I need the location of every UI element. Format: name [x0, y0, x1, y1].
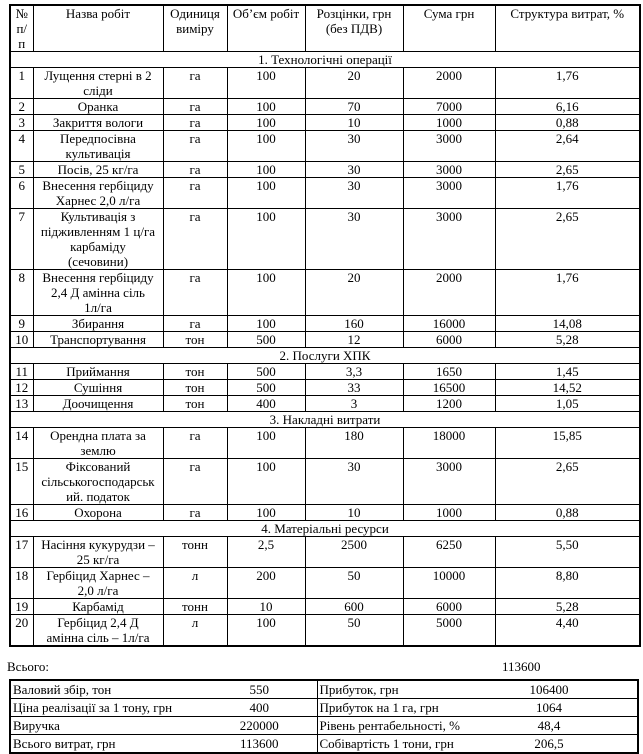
cell-share: 1,76	[495, 178, 640, 209]
cell-name: Культивація з підживленням 1 ц/га карбаміду (сечовини)	[33, 209, 163, 270]
column-header-share: Структура витрат, %	[495, 5, 640, 52]
cell-num: 2	[10, 99, 33, 115]
cell-num: 19	[10, 599, 33, 615]
cell-unit: га	[163, 115, 227, 131]
table-row	[10, 270, 640, 316]
cell-unit: л	[163, 615, 227, 647]
table-row	[10, 459, 640, 505]
summary-row	[10, 680, 638, 699]
cell-sum: 18000	[403, 428, 495, 459]
cell-name: Внесення гербіциду 2,4 Д амінна сіль 1л/га	[33, 270, 163, 316]
section-header-row	[10, 52, 640, 68]
cell-share: 5,28	[495, 599, 640, 615]
cell-unit: тонн	[163, 599, 227, 615]
cell-rate: 12	[305, 332, 403, 348]
table-row	[10, 209, 640, 270]
cell-name: Насіння кукурудзи – 25 кг/га	[33, 537, 163, 568]
section-title: 3. Накладні витрати	[10, 412, 640, 428]
table-header-row	[10, 5, 640, 52]
cell-name: Транспортування	[33, 332, 163, 348]
cell-volume: 100	[227, 316, 305, 332]
cell-volume: 400	[227, 396, 305, 412]
summary-left-value: 550	[202, 680, 317, 699]
cell-num: 20	[10, 615, 33, 647]
summary-row	[10, 699, 638, 717]
cell-share: 1,05	[495, 396, 640, 412]
totals-line	[7, 659, 643, 675]
cell-volume: 100	[227, 209, 305, 270]
cell-rate: 20	[305, 68, 403, 99]
table-row	[10, 99, 640, 115]
column-header-unit: Одиниця виміру	[163, 5, 227, 52]
column-header-rate: Розцінки, грн (без ПДВ)	[305, 5, 403, 52]
cell-rate: 50	[305, 615, 403, 647]
cell-rate: 30	[305, 459, 403, 505]
cell-unit: га	[163, 459, 227, 505]
section-title: 1. Технологічні операції	[10, 52, 640, 68]
cell-share: 6,16	[495, 99, 640, 115]
cell-sum: 1000	[403, 505, 495, 521]
column-header-num: № п/п	[10, 5, 33, 52]
cell-unit: тон	[163, 364, 227, 380]
cell-volume: 100	[227, 505, 305, 521]
cell-sum: 1650	[403, 364, 495, 380]
cell-volume: 100	[227, 428, 305, 459]
cell-sum: 1200	[403, 396, 495, 412]
cost-table-body	[10, 52, 640, 647]
cell-num: 4	[10, 131, 33, 162]
cell-sum: 3000	[403, 131, 495, 162]
cell-rate: 50	[305, 568, 403, 599]
cell-sum: 16000	[403, 316, 495, 332]
cell-share: 14,52	[495, 380, 640, 396]
summary-left-label: Всього витрат, грн	[10, 735, 202, 754]
cell-name: Передпосівна культивація	[33, 131, 163, 162]
cell-num: 9	[10, 316, 33, 332]
cell-rate: 20	[305, 270, 403, 316]
summary-right-value: 48,4	[461, 717, 638, 735]
cell-rate: 30	[305, 209, 403, 270]
cell-volume: 100	[227, 459, 305, 505]
cell-unit: га	[163, 428, 227, 459]
totals-label: Всього:	[7, 659, 49, 674]
cell-unit: га	[163, 316, 227, 332]
summary-right-value: 206,5	[461, 735, 638, 754]
cell-sum: 6250	[403, 537, 495, 568]
cell-volume: 100	[227, 178, 305, 209]
cell-name: Збирання	[33, 316, 163, 332]
table-header	[10, 5, 640, 52]
cell-rate: 30	[305, 131, 403, 162]
cell-sum: 1000	[403, 115, 495, 131]
cell-rate: 10	[305, 115, 403, 131]
cell-sum: 6000	[403, 332, 495, 348]
cell-volume: 100	[227, 270, 305, 316]
table-row	[10, 428, 640, 459]
cell-unit: га	[163, 162, 227, 178]
cell-unit: га	[163, 178, 227, 209]
cell-share: 5,28	[495, 332, 640, 348]
cell-volume: 500	[227, 364, 305, 380]
cell-num: 18	[10, 568, 33, 599]
cell-num: 15	[10, 459, 33, 505]
cell-rate: 2500	[305, 537, 403, 568]
cell-num: 10	[10, 332, 33, 348]
table-row	[10, 131, 640, 162]
summary-table	[9, 679, 639, 754]
cell-unit: тон	[163, 396, 227, 412]
cell-num: 16	[10, 505, 33, 521]
cell-name: Охорона	[33, 505, 163, 521]
cell-unit: га	[163, 209, 227, 270]
section-title: 2. Послуги ХПК	[10, 348, 640, 364]
cell-sum: 5000	[403, 615, 495, 647]
cell-unit: га	[163, 131, 227, 162]
cell-volume: 100	[227, 131, 305, 162]
summary-left-value: 113600	[202, 735, 317, 754]
cell-share: 0,88	[495, 505, 640, 521]
cell-name: Лущення стерні в 2 сліди	[33, 68, 163, 99]
summary-row	[10, 717, 638, 735]
section-title: 4. Матеріальні ресурси	[10, 521, 640, 537]
summary-left-label: Валовий збір, тон	[10, 680, 202, 699]
table-row	[10, 537, 640, 568]
cell-rate: 600	[305, 599, 403, 615]
cell-name: Доочищення	[33, 396, 163, 412]
cell-sum: 16500	[403, 380, 495, 396]
cell-num: 17	[10, 537, 33, 568]
cell-num: 6	[10, 178, 33, 209]
cell-name: Орендна плата за землю	[33, 428, 163, 459]
cell-rate: 30	[305, 162, 403, 178]
summary-left-label: Виручка	[10, 717, 202, 735]
cell-share: 2,64	[495, 131, 640, 162]
summary-right-value: 106400	[461, 680, 638, 699]
column-header-sum: Сума грн	[403, 5, 495, 52]
section-header-row	[10, 348, 640, 364]
cell-name: Закриття вологи	[33, 115, 163, 131]
column-header-volume: Об’єм робіт	[227, 5, 305, 52]
cell-volume: 10	[227, 599, 305, 615]
cell-num: 14	[10, 428, 33, 459]
cell-num: 5	[10, 162, 33, 178]
cell-share: 2,65	[495, 162, 640, 178]
cell-volume: 100	[227, 615, 305, 647]
table-row	[10, 505, 640, 521]
section-header-row	[10, 412, 640, 428]
cell-name: Фіксований сільськогосподарськ ий. податок	[33, 459, 163, 505]
cell-sum: 6000	[403, 599, 495, 615]
document-page	[0, 4, 643, 751]
cell-unit: га	[163, 505, 227, 521]
table-row	[10, 162, 640, 178]
cell-rate: 30	[305, 178, 403, 209]
summary-right-value: 1064	[461, 699, 638, 717]
cell-sum: 3000	[403, 178, 495, 209]
summary-right-label: Собівартість 1 тони, грн	[317, 735, 461, 754]
cell-unit: га	[163, 68, 227, 99]
cell-num: 11	[10, 364, 33, 380]
cell-unit: тонн	[163, 537, 227, 568]
cell-share: 1,76	[495, 68, 640, 99]
cell-rate: 10	[305, 505, 403, 521]
cell-rate: 70	[305, 99, 403, 115]
summary-row	[10, 735, 638, 754]
cell-name: Карбамід	[33, 599, 163, 615]
cell-unit: га	[163, 270, 227, 316]
cell-name: Приймання	[33, 364, 163, 380]
cell-rate: 160	[305, 316, 403, 332]
cell-name: Гербіцид Харнес – 2,0 л/га	[33, 568, 163, 599]
cell-sum: 2000	[403, 270, 495, 316]
cell-num: 12	[10, 380, 33, 396]
table-row	[10, 178, 640, 209]
summary-left-label: Ціна реалізації за 1 тону, грн	[10, 699, 202, 717]
cell-unit: га	[163, 99, 227, 115]
cell-name: Оранка	[33, 99, 163, 115]
cell-rate: 3,3	[305, 364, 403, 380]
summary-right-label: Рівень рентабельності, %	[317, 717, 461, 735]
table-row	[10, 396, 640, 412]
cell-volume: 100	[227, 99, 305, 115]
cell-volume: 100	[227, 68, 305, 99]
table-row	[10, 615, 640, 647]
cell-name: Сушіння	[33, 380, 163, 396]
cell-num: 13	[10, 396, 33, 412]
cell-share: 2,65	[495, 209, 640, 270]
cell-share: 5,50	[495, 537, 640, 568]
summary-right-label: Прибуток, грн	[317, 680, 461, 699]
cell-rate: 33	[305, 380, 403, 396]
cell-share: 2,65	[495, 459, 640, 505]
summary-left-value: 220000	[202, 717, 317, 735]
cell-share: 4,40	[495, 615, 640, 647]
cell-num: 8	[10, 270, 33, 316]
cell-volume: 2,5	[227, 537, 305, 568]
table-row	[10, 568, 640, 599]
cell-name: Внесення гербіциду Харнес 2,0 л/га	[33, 178, 163, 209]
table-row	[10, 115, 640, 131]
cell-share: 14,08	[495, 316, 640, 332]
cell-share: 8,80	[495, 568, 640, 599]
table-row	[10, 68, 640, 99]
cell-unit: тон	[163, 332, 227, 348]
table-row	[10, 316, 640, 332]
cell-sum: 10000	[403, 568, 495, 599]
cell-num: 1	[10, 68, 33, 99]
table-row	[10, 599, 640, 615]
cost-structure-table	[9, 4, 641, 647]
section-header-row	[10, 521, 640, 537]
totals-value: 113600	[502, 659, 541, 674]
cell-name: Гербіцид 2,4 Д амінна сіль – 1л/га	[33, 615, 163, 647]
cell-sum: 3000	[403, 459, 495, 505]
cell-volume: 100	[227, 115, 305, 131]
cell-num: 7	[10, 209, 33, 270]
cell-sum: 7000	[403, 99, 495, 115]
cell-sum: 2000	[403, 68, 495, 99]
cell-share: 1,45	[495, 364, 640, 380]
cell-volume: 500	[227, 332, 305, 348]
summary-right-label: Прибуток на 1 га, грн	[317, 699, 461, 717]
cell-volume: 500	[227, 380, 305, 396]
summary-left-value: 400	[202, 699, 317, 717]
cell-rate: 180	[305, 428, 403, 459]
column-header-name: Назва робіт	[33, 5, 163, 52]
cell-share: 1,76	[495, 270, 640, 316]
cell-sum: 3000	[403, 162, 495, 178]
cell-num: 3	[10, 115, 33, 131]
table-row	[10, 364, 640, 380]
table-row	[10, 380, 640, 396]
cell-share: 0,88	[495, 115, 640, 131]
cell-volume: 200	[227, 568, 305, 599]
cell-unit: тон	[163, 380, 227, 396]
cell-volume: 100	[227, 162, 305, 178]
cell-share: 15,85	[495, 428, 640, 459]
cell-rate: 3	[305, 396, 403, 412]
table-row	[10, 332, 640, 348]
cell-name: Посів, 25 кг/га	[33, 162, 163, 178]
summary-table-body	[10, 680, 638, 753]
cell-sum: 3000	[403, 209, 495, 270]
cell-unit: л	[163, 568, 227, 599]
